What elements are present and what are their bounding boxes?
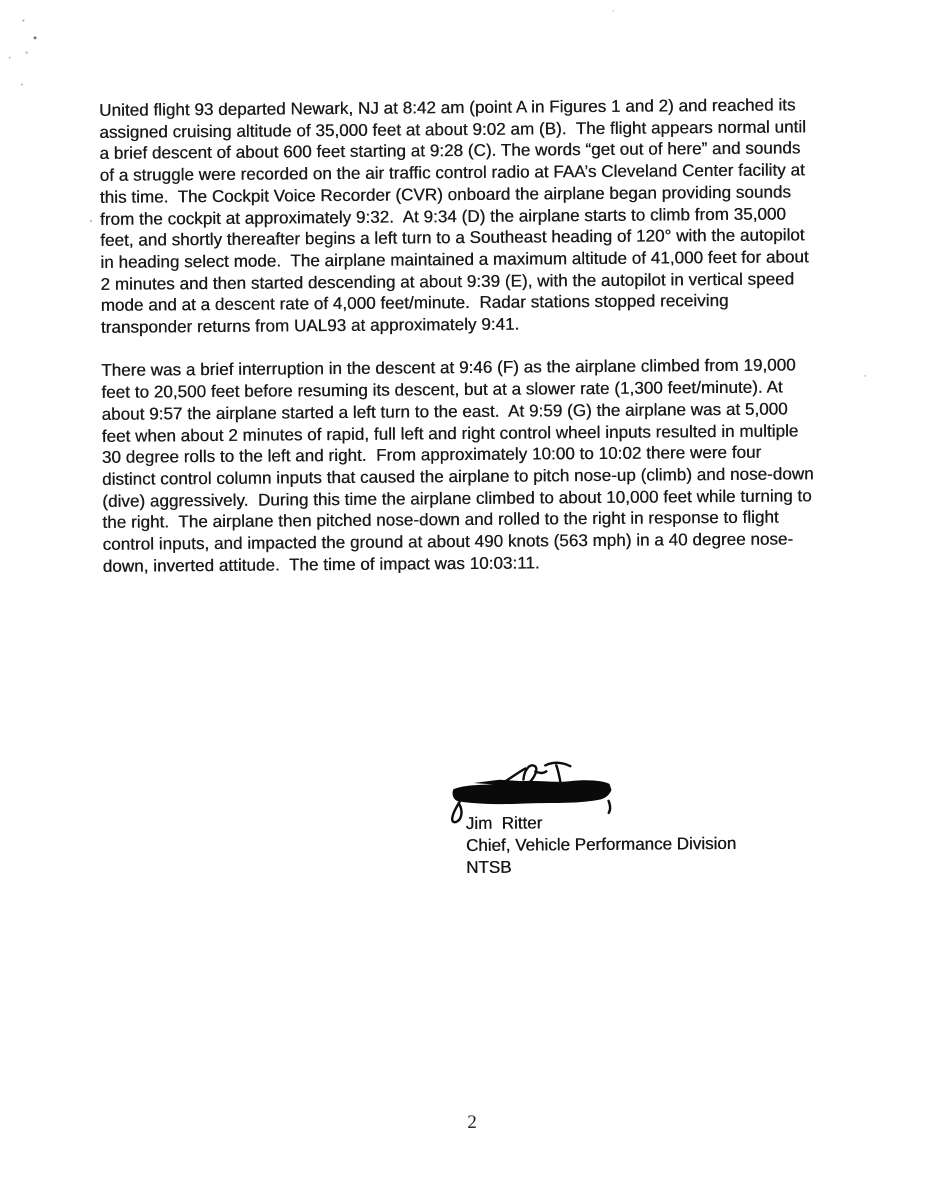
signatory-organization: NTSB [466, 857, 512, 877]
paragraph-flight-history: United flight 93 departed Newark, NJ at 8:42 am (point A in Figures 1 and 2) and reached its assigned cruising altitude of 35,000 feet at about 9:02 am (B). The flight appears normal until a brief descent of about 600 feet starting at 9:28 (C). The words “get out of here” and sounds of a struggle were recorded on the air traffic control radio at FAA’s Cleveland Center facility at this time. The Cockpit Voice Recorder (CVR) onboard the airplane began providing sounds from the cockpit at approximately 9:32. At 9:34 (D) the airplane starts to climb from 35,000 feet, and shortly thereafter begins a left turn to a Southeast heading of 120° with the autopilot in heading select mode. The airplane maintained a maximum altitude of 41,000 feet for about 2 minutes and then started descending at about 9:39 (E), with the autopilot in vertical speed mode and at a descent rate of 4,000 feet/minute. Radar stations stopped receiving transponder returns from UAL93 at approximately 9:41. [99, 95, 814, 337]
signatory-lines [466, 811, 737, 879]
scan-speckle [9, 57, 11, 59]
scan-speckle [612, 10, 614, 12]
scan-speckle [26, 51, 28, 53]
paragraph-final-descent: There was a brief interruption in the descent at 9:46 (F) as the airplane climbed from 19,000 feet to 20,500 feet before resuming its descent, but at a slower rate (1,300 feet/minute). At about 9:57 the airplane started a left turn to the east. At 9:59 (G) the airplane was at 5,000 feet when about 2 minutes of rapid, full left and right control wheel inputs resulted in multiple 30 degree rolls to the left and right. From approximately 10:00 to 10:02 there were four distinct control column inputs that caused the airplane to pitch nose-up (climb) and nose-down (dive) aggressively. During this time the airplane climbed to about 10,000 feet while turning to the right. The airplane then pitched nose-down and rolled to the right in response to flight control inputs, and impacted the ground at about 490 knots (563 mph) in a 40 degree nose-down, inverted attitude. The time of impact was 10:03:11. [101, 355, 819, 576]
scan-speckle [22, 19, 24, 21]
page-number: 2 [467, 1111, 477, 1134]
signatory-name: Jim Ritter [465, 813, 543, 834]
signature-block [439, 755, 799, 877]
scan-speckle [34, 36, 37, 39]
letter-body [99, 94, 819, 599]
scan-speckle [21, 83, 23, 85]
signatory-title: Chief, Vehicle Performance Division [465, 833, 737, 855]
scan-speckle [90, 220, 92, 222]
scan-speckle [864, 375, 866, 377]
